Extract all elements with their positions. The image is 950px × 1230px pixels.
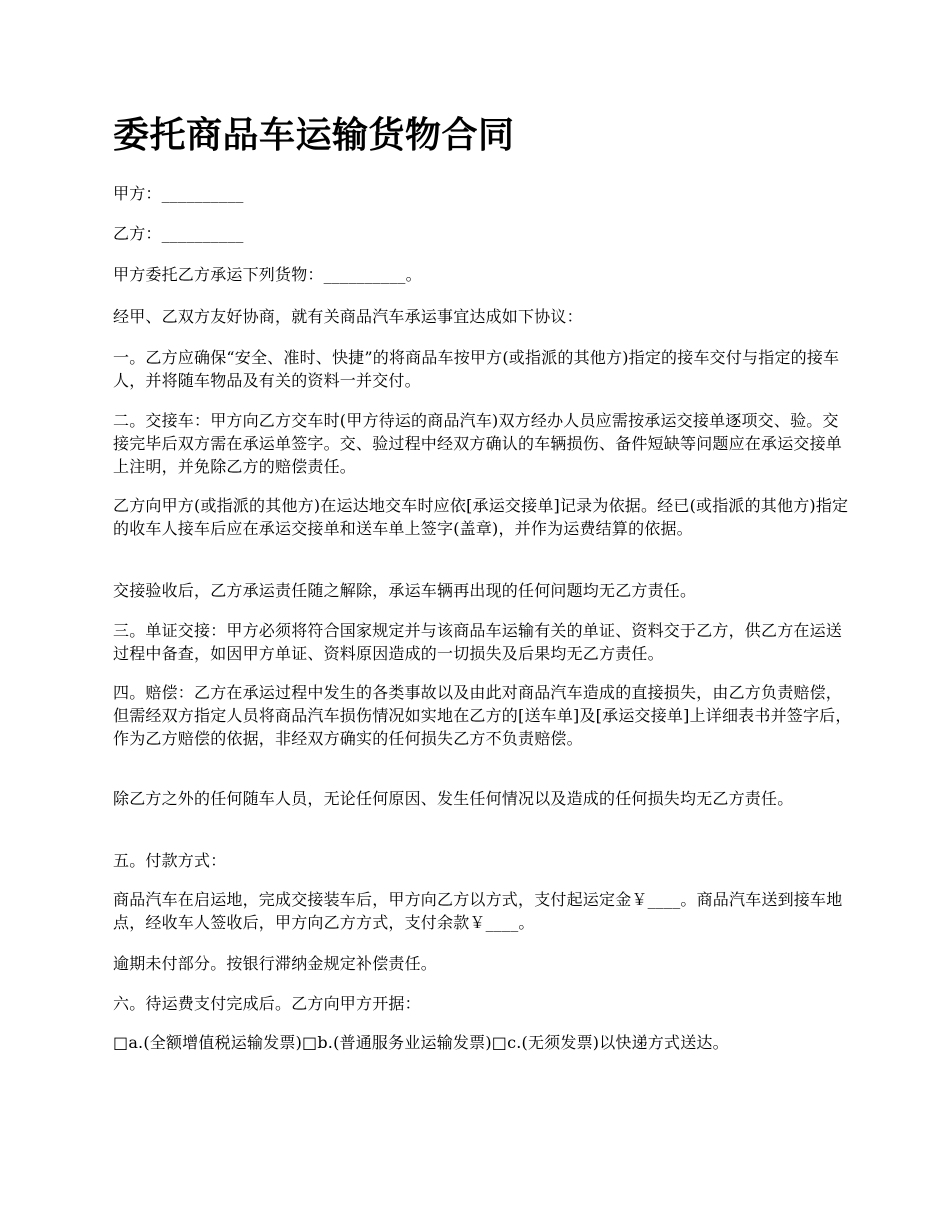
clause-3-paragraph: 三。单证交接：甲方必须将符合国家规定并与该商品车运输有关的单证、资料交于乙方，供乙方在运送过程中备查，如因甲方单证、资料原因造成的一切损失及后果均无乙方责任。	[113, 621, 843, 663]
goods-line: 甲方委托乙方承运下列货物：__________。	[113, 265, 422, 284]
intro-paragraph: 经甲、乙双方友好协商，就有关商品汽车承运事宜达成如下协议：	[113, 307, 583, 326]
party-a-line: 甲方：__________	[113, 184, 244, 203]
clause-1-paragraph: 一。乙方应确保“安全、准时、快捷”的将商品车按甲方(或指派的其他方)指定的接车交付与指定的接车人，并将随车物品及有关的资料一并交付。	[113, 348, 840, 390]
clause-4-paragraph: 四。赔偿：乙方在承运过程中发生的各类事故以及由此对商品汽车造成的直接损失，由乙方负责赔偿，但需经双方指定人员将商品汽车损伤情况如实地在乙方的[送车单]及[承运交接单]上详细表书并签字后，作为乙方赔偿的依据，非经双方确实的任何损失乙方不负责赔偿。	[113, 683, 852, 748]
clause-2-paragraph: 二。交接车：甲方向乙方交车时(甲方待运的商品汽车)双方经办人员应需按承运交接单逐项交、验。交接完毕后双方需在承运单签字。交、验过程中经双方确认的车辆损伤、备件短缺等问题应在承运交接单上注明，并免除乙方的赔偿责任。	[113, 411, 843, 476]
clause-2-release-paragraph: 交接验收后，乙方承运责任随之解除，承运车辆再出现的任何问题均无乙方责任。	[113, 581, 697, 600]
invoice-options-line: □a.(全额增值税运输发票)□b.(普通服务业运输发票)□c.(无须发票)以快递方式送达。	[113, 1033, 729, 1052]
document-title: 委托商品车运输货物合同	[113, 115, 515, 156]
clause-5-heading: 五。付款方式：	[113, 851, 227, 870]
clause-5-overdue-paragraph: 逾期未付部分。按银行滞纳金规定补偿责任。	[113, 954, 438, 973]
clause-2-delivery-paragraph: 乙方向甲方(或指派的其他方)在运达地交车时应依[承运交接单]记录为依据。经已(或指派的其他方)指定的收车人接车后应在承运交接单和送车单上签字(盖章)，并作为运费结算的依据。	[113, 496, 849, 538]
clause-4-exemption-paragraph: 除乙方之外的任何随车人员，无论任何原因、发生任何情况以及造成的任何损失均无乙方责任。	[113, 789, 794, 808]
clause-5-payment-paragraph: 商品汽车在启运地，完成交接装车后，甲方向乙方以方式，支付起运定金￥____。商品汽车送到接车地点，经收车人签收后，甲方向乙方方式，支付余款￥____。	[113, 890, 843, 932]
party-b-line: 乙方：__________	[113, 224, 244, 243]
clause-6-heading: 六。待运费支付完成后。乙方向甲方开据：	[113, 994, 421, 1013]
